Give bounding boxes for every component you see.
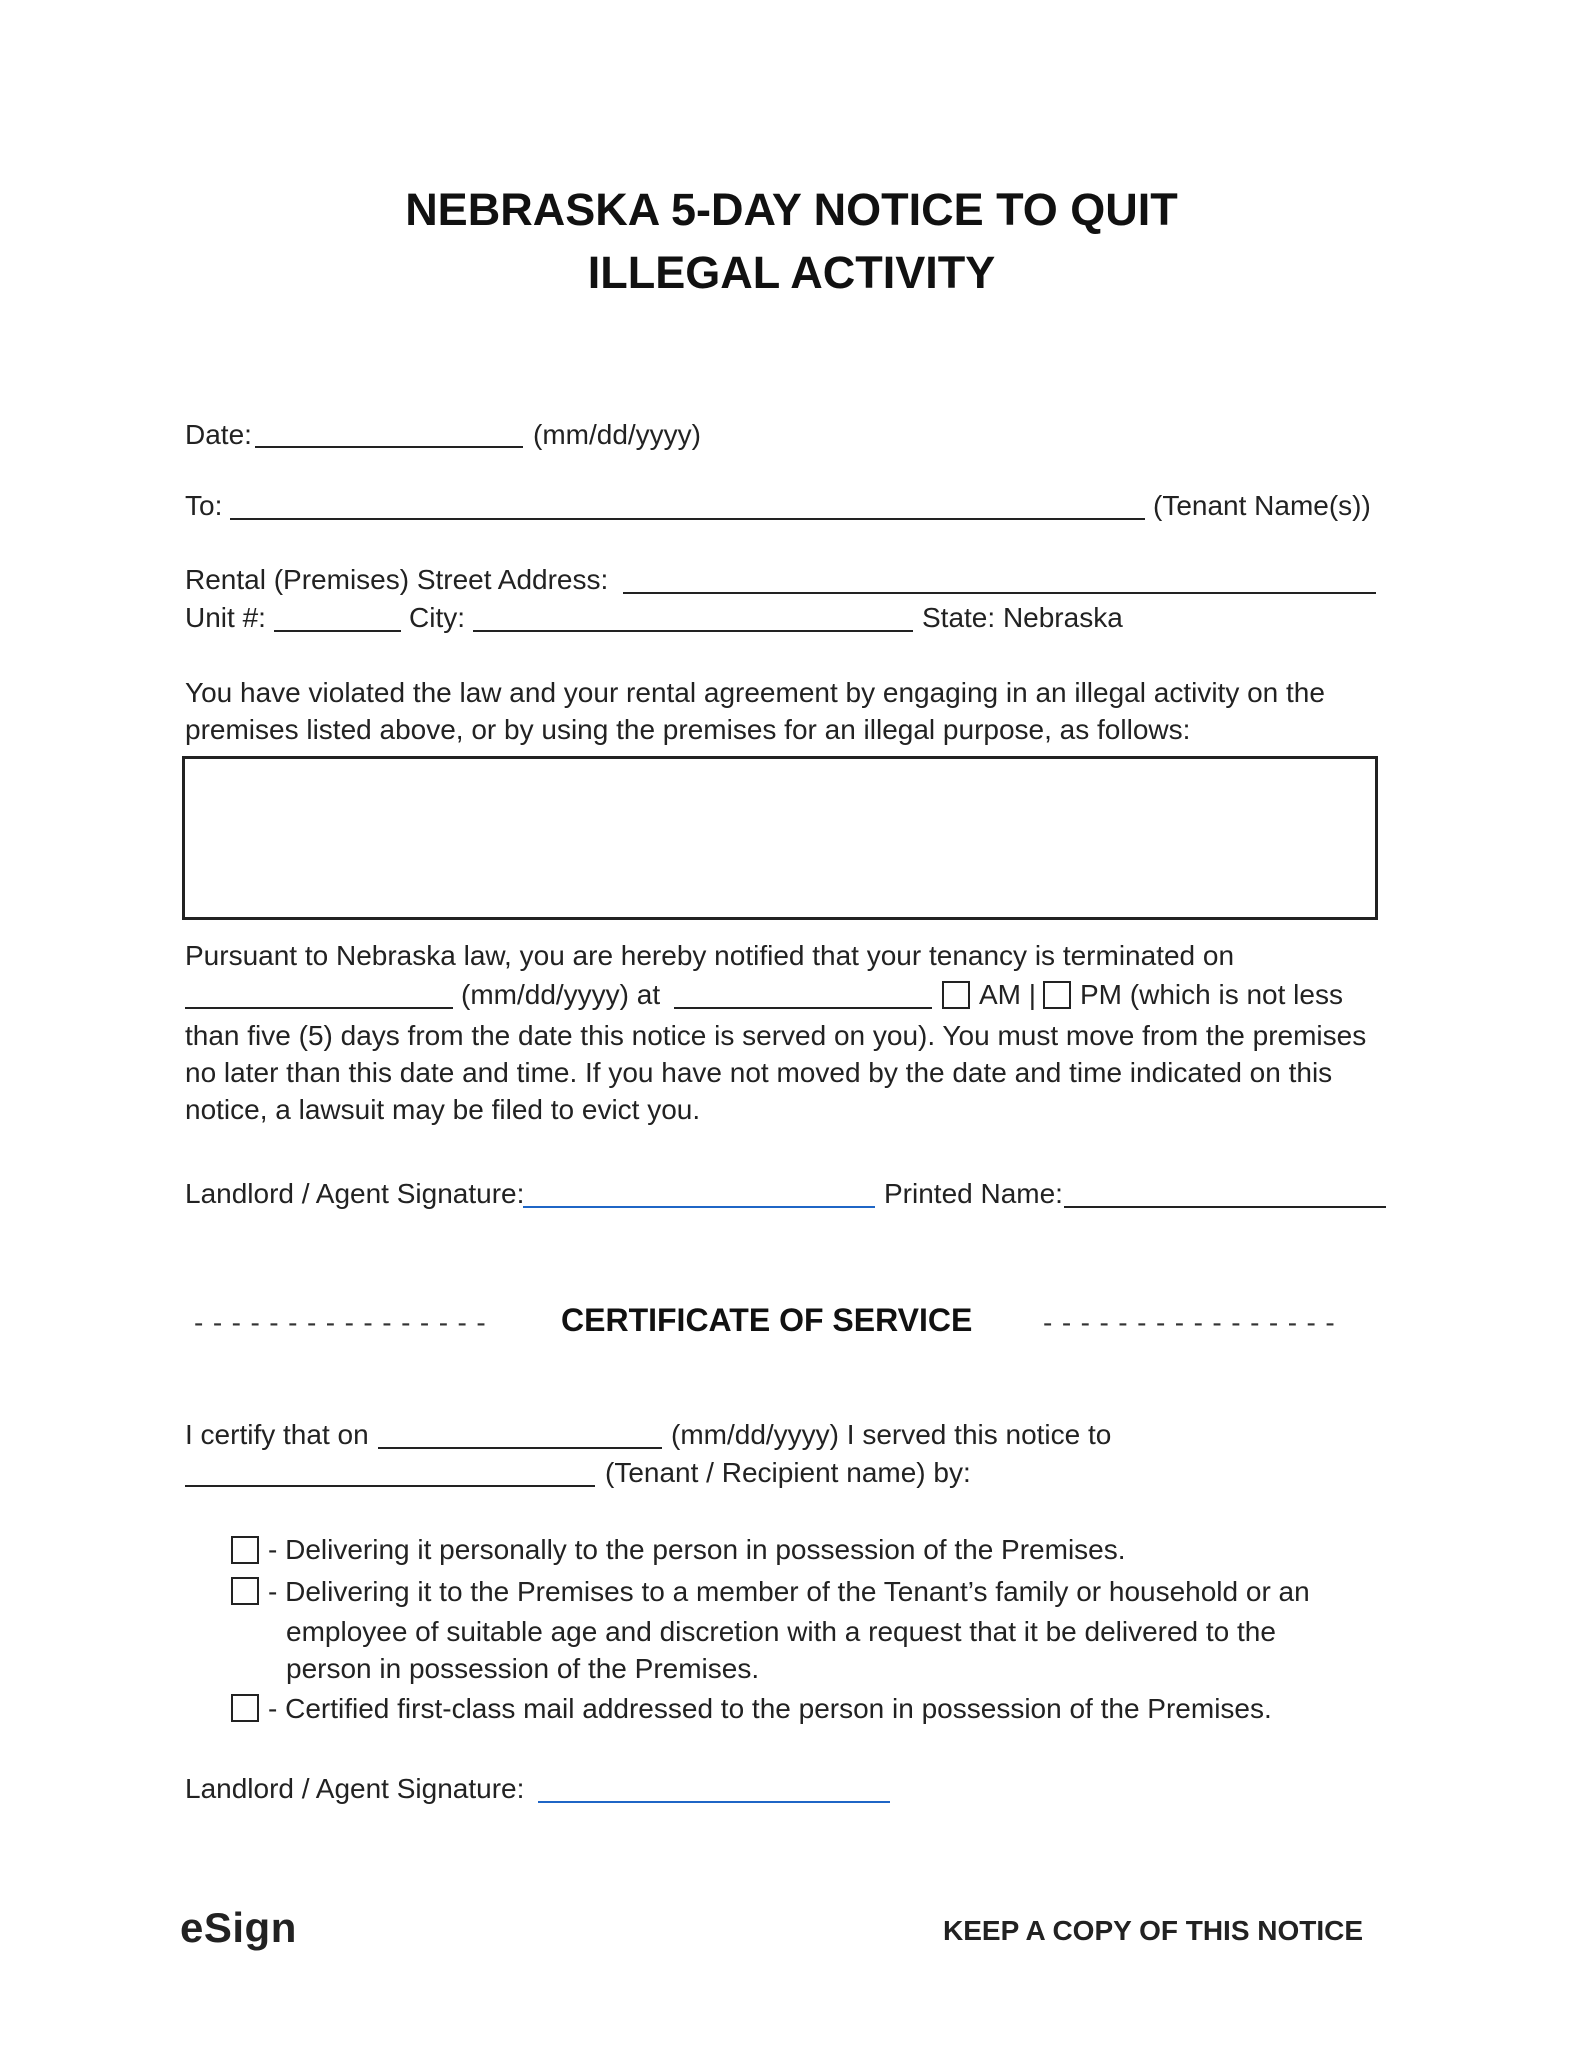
violation-text-line2: premises listed above, or by using the premises for an illegal purpose, as follows: [185, 714, 1191, 745]
pm-label: PM (which is not less [1080, 979, 1343, 1010]
termination-text-line4: no later than this date and time. If you have not moved by the date and time indicated on this [185, 1057, 1333, 1088]
certify-text-line2: (Tenant / Recipient name) by: [605, 1457, 971, 1488]
state-label: State: Nebraska [922, 602, 1123, 633]
street-address-input-line[interactable] [623, 592, 1376, 594]
document-title-line2: ILLEGAL ACTIVITY [587, 247, 996, 298]
landlord-signature-label: Landlord / Agent Signature: [185, 1178, 525, 1209]
termination-date-input-line[interactable] [185, 1007, 453, 1009]
service-option-mail-checkbox[interactable] [231, 1694, 259, 1722]
pm-checkbox[interactable] [1043, 981, 1071, 1009]
date-format-hint: (mm/dd/yyyy) [533, 419, 701, 450]
certify-text-b: (mm/dd/yyyy) I served this notice to [671, 1419, 1112, 1450]
unit-input-line[interactable] [274, 630, 401, 632]
certificate-heading: CERTIFICATE OF SERVICE [561, 1302, 973, 1338]
termination-text-line1: Pursuant to Nebraska law, you are hereby notified that your tenancy is terminated on [185, 940, 1235, 971]
city-label: City: [409, 602, 465, 633]
am-label: AM | [979, 979, 1037, 1010]
service-option-household-cont2: person in possession of the Premises. [286, 1653, 760, 1684]
date-label: Date: [185, 419, 252, 450]
service-option-household-cont1: employee of suitable age and discretion with a request that it be delivered to the [286, 1616, 1276, 1647]
to-label: To: [185, 490, 223, 521]
street-address-label: Rental (Premises) Street Address: [185, 564, 609, 595]
certificate-dashes-left: ---------------- [194, 1307, 496, 1338]
service-option-personal-checkbox[interactable] [231, 1536, 259, 1564]
city-input-line[interactable] [473, 630, 913, 632]
printed-name-label: Printed Name: [884, 1178, 1063, 1209]
am-checkbox[interactable] [942, 981, 970, 1009]
certify-text-a: I certify that on [185, 1419, 369, 1450]
termination-time-input-line[interactable] [674, 1007, 932, 1009]
service-date-input-line[interactable] [378, 1447, 662, 1449]
service-option-household-checkbox[interactable] [231, 1577, 259, 1605]
termination-date-hint: (mm/dd/yyyy) at [461, 979, 661, 1010]
certificate-signature-label: Landlord / Agent Signature: [185, 1773, 525, 1804]
service-option-personal-text: - Delivering it personally to the person in possession of the Premises. [268, 1534, 1126, 1565]
unit-label: Unit #: [185, 602, 266, 633]
certificate-signature-field[interactable] [538, 1801, 890, 1803]
termination-text-line5: notice, a lawsuit may be filed to evict you. [185, 1094, 701, 1125]
violation-details-box[interactable] [182, 756, 1378, 920]
keep-copy-note: KEEP A COPY OF THIS NOTICE [943, 1915, 1364, 1946]
landlord-signature-field[interactable] [523, 1206, 875, 1208]
service-option-household-text: - Delivering it to the Premises to a member of the Tenant’s family or household or an [268, 1576, 1310, 1607]
date-input-line[interactable] [255, 446, 523, 448]
printed-name-input-line[interactable] [1064, 1206, 1386, 1208]
tenant-name-input-line[interactable] [230, 518, 1145, 520]
document-title-line1: NEBRASKA 5-DAY NOTICE TO QUIT [405, 184, 1178, 235]
recipient-name-input-line[interactable] [185, 1485, 595, 1487]
service-option-mail-text: - Certified first-class mail addressed to the person in possession of the Premises. [268, 1693, 1272, 1724]
certificate-dashes-right: ---------------- [1043, 1307, 1345, 1338]
termination-text-line3: than five (5) days from the date this notice is served on you). You must move from the premises [185, 1020, 1367, 1051]
violation-text-line1: You have violated the law and your rental agreement by engaging in an illegal activity on the [185, 677, 1325, 708]
tenant-name-hint: (Tenant Name(s)) [1153, 490, 1371, 521]
esign-logo: eSign [180, 1904, 297, 1951]
